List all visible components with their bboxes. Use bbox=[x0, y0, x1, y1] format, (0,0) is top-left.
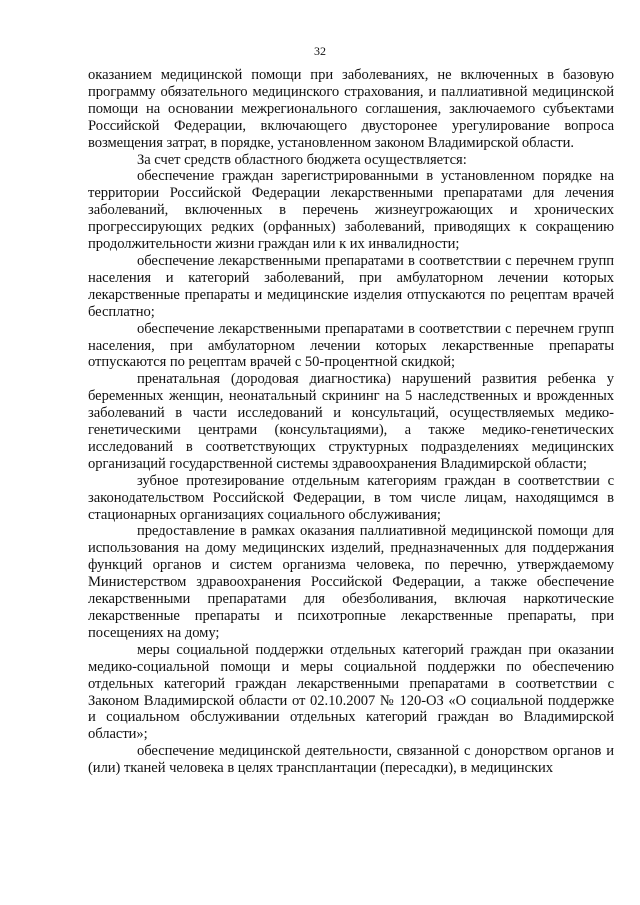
paragraph-social-support: меры социальной поддержки отдельных категорий граждан при оказании медико-социальной помощи и меры социальной поддержки по обеспечению отдельных категорий граждан лекарственными препаратами в соответствии с Законом Владимирской области от 02.10.2007 № 120-ОЗ «О социальной поддержке и социальном обслуживании отдельных категорий граждан во Владимирской области»; bbox=[88, 641, 614, 743]
paragraph-orphan-diseases: обеспечение граждан зарегистрированными в установленном порядке на территории Российской Федерации лекарственными препаратами для лечения заболеваний, включенных в перечень жизнеугрожающих и хронических прогрессирующих редких (орфанных) заболеваний, приводящих к сокращению продолжительности жизни граждан или к их инвалидности; bbox=[88, 168, 614, 253]
paragraph-continuation: оказанием медицинской помощи при заболеваниях, не включенных в базовую программу обязательного медицинского страхования, и паллиативной медицинской помощи на основании межрегионального соглашения, заключаемого субъектами Российской Федерации, включающего двусторонее урегулирование вопроса возмещения затрат, в порядке, установленном законом Владимирской области. bbox=[88, 67, 614, 151]
paragraph-budget-intro: За счет средств областного бюджета осуществляется: bbox=[137, 151, 467, 168]
paragraph-discount-prescriptions: обеспечение лекарственными препаратами в соответствии с перечнем групп населения, при амбулаторном лечении которых лекарственные препараты отпускаются по рецептам врачей с 50-процентной скидкой; bbox=[88, 320, 614, 371]
paragraph-palliative-care: предоставление в рамках оказания паллиативной медицинской помощи для использования на дому медицинских изделий, предназначенных для поддержания функций органов и систем организма человека, по перечню, утверждаемому Министерством здравоохранения Российской Федерации, а также обеспечение лекарственными препаратами для обезболивания, включая наркотические лекарственные препараты и психотропные лекарственные препараты, при посещениях на дому; bbox=[88, 523, 614, 641]
paragraph-prenatal-diagnostics: пренатальная (дородовая диагностика) нарушений развития ребенка у беременных женщин, неонатальный скрининг на 5 наследственных и врожденных заболеваний в части исследований и консультаций, осуществляемых медико-генетическими центрами (консультациями), а также медико-генетических исследований в соответствующих структурных подразделениях медицинских организаций государственной системы здравоохранения Владимирской области; bbox=[88, 371, 614, 472]
paragraph-dental-prosthetics: зубное протезирование отдельным категориям граждан в соответствии с законодательством Российской Федерации, в том числе лицам, находящимся в стационарных организациях социального обслуживания; bbox=[88, 472, 614, 523]
paragraph-free-prescriptions: обеспечение лекарственными препаратами в соответствии с перечнем групп населения и категорий заболеваний, при амбулаторном лечении которых лекарственные препараты и медицинские изделия отпускаются по рецептам врачей бесплатно; bbox=[88, 252, 614, 320]
page-body bbox=[88, 67, 614, 777]
paragraph-organ-donation: обеспечение медицинской деятельности, связанной с донорством органов и (или) тканей человека в целях трансплантации (пересадки), в медицинских bbox=[88, 743, 614, 777]
page-number: 32 bbox=[314, 44, 326, 58]
